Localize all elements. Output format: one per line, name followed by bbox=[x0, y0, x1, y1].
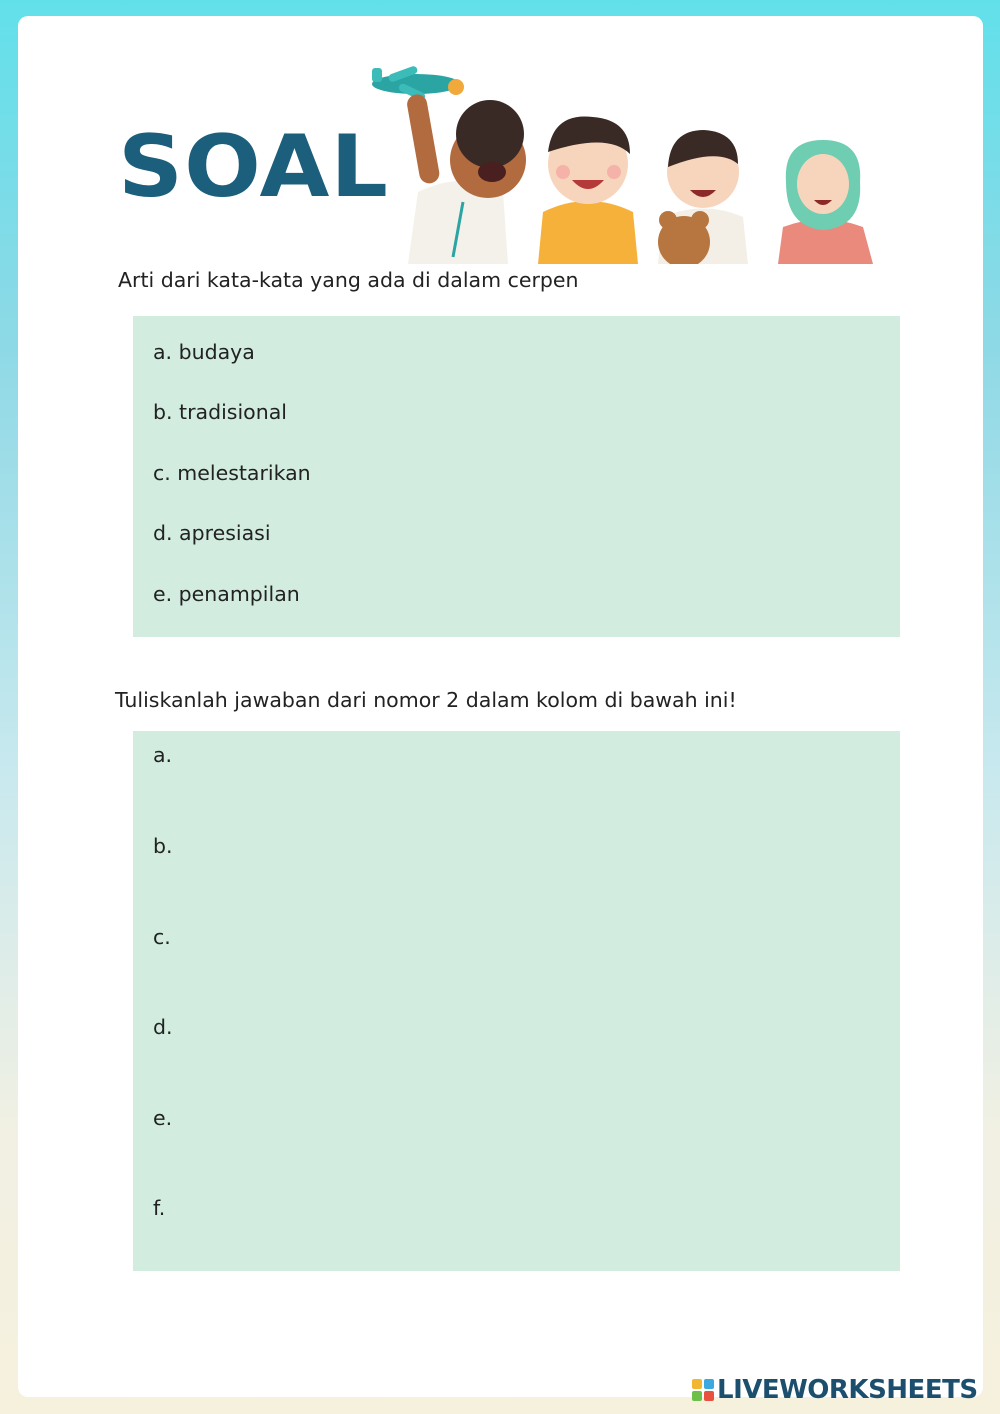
answer-label: e. bbox=[153, 1106, 173, 1130]
option-item: a. budaya bbox=[153, 340, 255, 364]
option-item: d. apresiasi bbox=[153, 521, 271, 545]
girl-with-hijab-illustration bbox=[778, 140, 873, 264]
option-item: c. melestarikan bbox=[153, 461, 311, 485]
answer-box[interactable] bbox=[133, 731, 900, 1271]
boy-with-airplane-illustration bbox=[406, 93, 526, 264]
liveworksheets-logo-icon bbox=[692, 1379, 714, 1401]
answer-label: a. bbox=[153, 743, 173, 767]
question-1-text: Arti dari kata-kata yang ada di dalam cerpen bbox=[118, 268, 579, 292]
option-item: e. penampilan bbox=[153, 582, 300, 606]
options-box bbox=[133, 316, 900, 637]
page-title: SOAL bbox=[118, 117, 390, 217]
liveworksheets-logo bbox=[692, 1375, 978, 1405]
logo-text: LIVEWORKSHEETS bbox=[717, 1375, 978, 1405]
girl-with-teddy-bear-illustration bbox=[658, 130, 748, 264]
children-illustration bbox=[368, 52, 878, 264]
worksheet-page bbox=[18, 16, 983, 1397]
laughing-boy-illustration bbox=[538, 116, 638, 264]
option-item: b. tradisional bbox=[153, 400, 287, 424]
answer-label: f. bbox=[153, 1196, 166, 1220]
answer-label: d. bbox=[153, 1015, 173, 1039]
answer-label: b. bbox=[153, 834, 173, 858]
answer-label: c. bbox=[153, 925, 171, 949]
question-2-text: Tuliskanlah jawaban dari nomor 2 dalam kolom di bawah ini! bbox=[115, 688, 737, 712]
